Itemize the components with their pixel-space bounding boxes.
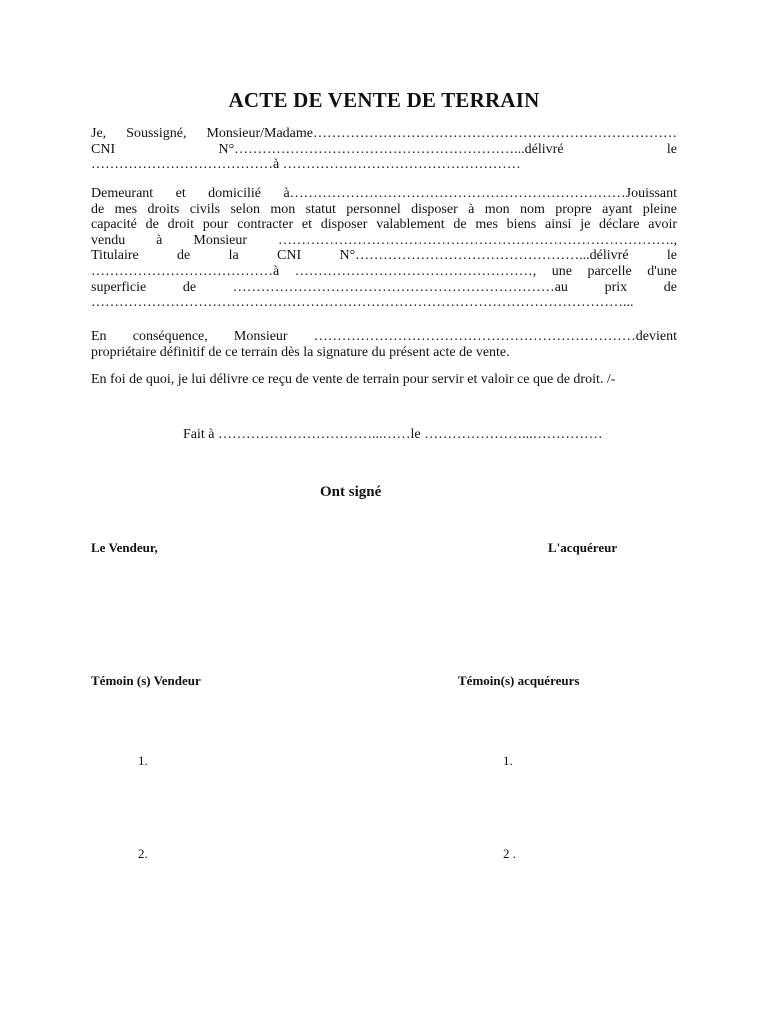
sale-details-paragraph — [91, 186, 677, 311]
paragraph-line: superficie de ……………………………………………………………au prix de — [91, 279, 677, 295]
paragraph-line: En conséquence, Monsieur ……………………………………………………………devient — [91, 329, 677, 344]
paragraph-line: ……………………………………………………………………………………………………... — [91, 295, 634, 311]
seller-witness-label: Témoin (s) Vendeur — [91, 673, 201, 688]
closing-paragraph — [91, 372, 677, 388]
signatures-heading: Ont signé — [320, 484, 382, 500]
paragraph-line: …………………………………à …………………………………………… — [91, 157, 521, 173]
paragraph-line: Demeurant et domicilié à………………………………………………………………Jouissant — [91, 186, 677, 201]
place-date-line: Fait à ……………………………...……le …………………...…………… — [183, 427, 603, 442]
seller-witness-1: 1. — [138, 753, 148, 768]
paragraph-line: capacité de droit pour contracter et disposer valablement de mes biens ainsi je déclare avoir — [91, 217, 677, 233]
paragraph-line: de mes droits civils selon mon statut personnel disposer à mon nom propre ayant pleine — [91, 201, 677, 217]
buyer-witness-label: Témoin(s) acquéreurs — [458, 673, 580, 688]
seller-identity-paragraph — [91, 126, 677, 173]
buyer-witness-2: 2 . — [503, 846, 516, 861]
paragraph-line: Titulaire de la CNI N°…………………………………………...délivré le — [91, 248, 677, 264]
buyer-label: L'acquéreur — [548, 540, 618, 555]
seller-label: Le Vendeur, — [91, 540, 158, 555]
consequence-paragraph — [91, 329, 677, 360]
paragraph-line: Je, Soussigné, Monsieur/Madame…………………………………………………………………… — [91, 126, 677, 141]
paragraph-line: En foi de quoi, je lui délivre ce reçu de vente de terrain pour servir et valoir ce que de droit. /- — [91, 372, 616, 387]
buyer-witness-1: 1. — [503, 753, 513, 768]
paragraph-line: vendu à Monsieur …………………………………………………………………………., — [91, 232, 677, 248]
paragraph-line: propriétaire définitif de ce terrain dès la signature du présent acte de vente. — [91, 344, 510, 360]
paragraph-line: CNI N°……………………………………………………...délivré le — [91, 141, 677, 157]
document-title: ACTE DE VENTE DE TERRAIN — [228, 88, 540, 112]
paragraph-line: …………………………………à ……………………………………………, une parcelle d'une — [91, 263, 677, 279]
seller-witness-2: 2. — [138, 846, 148, 861]
